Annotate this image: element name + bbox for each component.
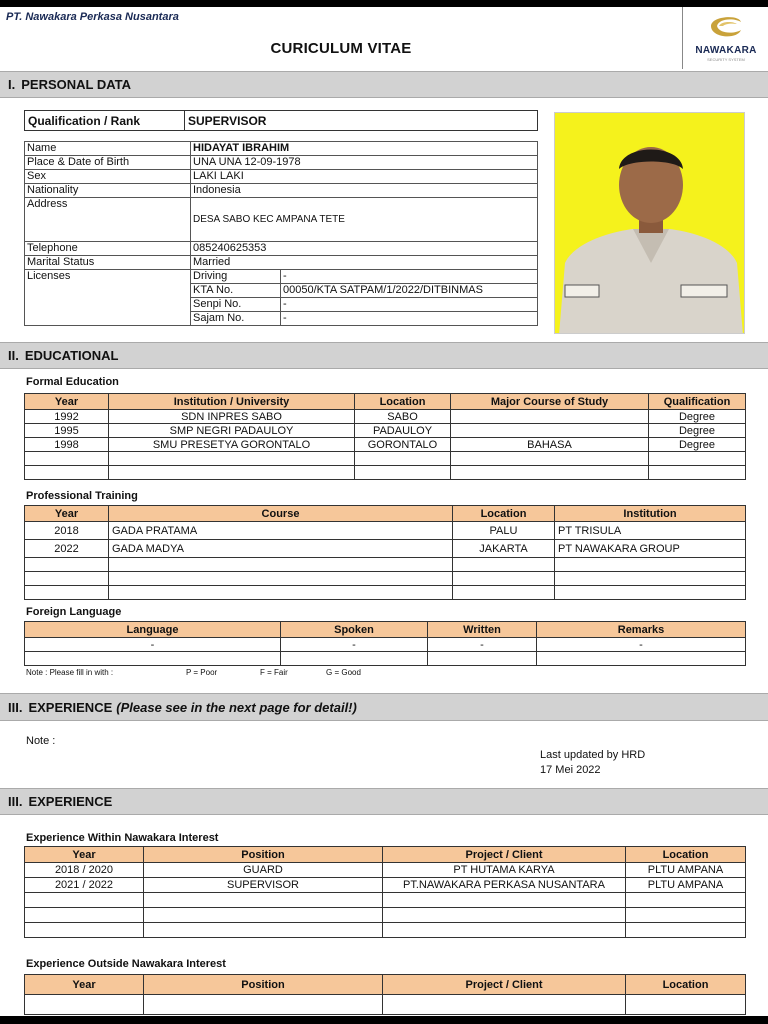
col-header: Project / Client — [383, 847, 626, 863]
table-row — [25, 572, 746, 586]
table-row: 2018 / 2020 GUARD PT HUTAMA KARYA PLTU AMPANA — [25, 863, 746, 878]
note-label: Note : — [26, 735, 56, 747]
col-header: Project / Client — [383, 975, 626, 995]
license-driving-label: Driving — [191, 270, 281, 284]
col-header: Location — [626, 975, 746, 995]
license-senpi-label: Senpi No. — [191, 298, 281, 312]
foreign-language-title: Foreign Language — [26, 606, 122, 618]
telephone-label: Telephone — [25, 242, 191, 256]
address-label: Address — [25, 198, 191, 242]
telephone-value: 085240625353 — [191, 242, 538, 256]
section-personal-data: I. PERSONAL DATA — [0, 71, 768, 98]
birth-label: Place & Date of Birth — [25, 156, 191, 170]
birth-value: UNA UNA 12-09-1978 — [191, 156, 538, 170]
table-row: - - - - — [25, 638, 746, 652]
col-header: Qualification — [649, 394, 746, 410]
license-kta-value: 00050/KTA SATPAM/1/2022/DITBINMAS — [281, 284, 538, 298]
formal-education-title: Formal Education — [26, 376, 119, 388]
license-sajam-label: Sajam No. — [191, 312, 281, 326]
table-row — [25, 452, 746, 466]
table-row — [25, 908, 746, 923]
col-header: Remarks — [537, 622, 746, 638]
professional-training-table — [24, 505, 746, 600]
section-educational: II. EDUCATIONAL — [0, 342, 768, 369]
col-header: Year — [25, 847, 144, 863]
section-experience-note: III. EXPERIENCE (Please see in the next page for detail!) — [0, 693, 768, 721]
col-header: Course — [109, 506, 453, 522]
logo-text: NAWAKARA — [695, 45, 757, 56]
nationality-value: Indonesia — [191, 184, 538, 198]
license-kta-label: KTA No. — [191, 284, 281, 298]
experience-within-table — [24, 846, 746, 938]
name-value: HIDAYAT IBRAHIM — [191, 142, 538, 156]
company-logo — [682, 7, 768, 69]
col-header: Location — [355, 394, 451, 410]
foreign-language-table — [24, 621, 746, 666]
table-row — [25, 652, 746, 666]
address-value: DESA SABO KEC AMPANA TETE — [191, 198, 538, 242]
table-row — [25, 466, 746, 480]
table-row: 2018 GADA PRATAMA PALU PT TRISULA — [25, 522, 746, 540]
section-experience: III. EXPERIENCE — [0, 788, 768, 815]
sex-label: Sex — [25, 170, 191, 184]
marital-value: Married — [191, 256, 538, 270]
professional-training-title: Professional Training — [26, 490, 138, 502]
table-row — [25, 558, 746, 572]
formal-education-table — [24, 393, 746, 480]
table-row — [25, 893, 746, 908]
personal-data-table — [24, 141, 538, 326]
name-label: Name — [25, 142, 191, 156]
col-header: Position — [144, 847, 383, 863]
cv-page: PT. Nawakara Perkasa Nusantara CURICULUM VITAE NAWAKARA SECURITY SYSTEM I. PERSONAL DATA Qualification / Rank SUPERVISOR Name HIDAYAT IBRAHIM Place & Date of Birth UNA UNA 12-09-1978 Sex LAKI LAKI Nationality Indonesia Address DESA SABO KEC AMPANA TETE Telephone 085240625353 Marital Status Married Licenses Driving - KTA No. 00050/KTA SATPAM/1/2022/DITBINMAS Senpi No. - Sajam No. - II. EDUCATIONAL Formal Education Year Institution / University Location Major Course of Study Qualification 1992 SDN INPRES SABO SABO Degree 1995 SMP NEGRI PADAULOY PADAULOY Degree 1998 SMU PRESETYA GORONTALO GORONTALO BAHASA Degree Professional Training Year Course Location Institution 2018 GADA PRATAMA PALU PT TRISULA 2022 GADA MADYA JAKARTA PT NAWAKARA GROUP Foreign Language Language Spoken Written Remarks - - - - Note : Please fill in with : P = Poor F = Fair G = Good III. EXPERIENCE (Please see in the next page for detail!) Note : Last updated by HRD 17 Mei 2022 III. EXPERIENCE Experience Within Nawakara Interest Year Position Project / Client Location 2018 / 2020 GUARD PT HUTAMA KARYA PLTU AMPANA 2021 / 2022 SUPERVISOR PT.NAWAKARA PERKASA NUSANTARA PLTU AMPANA Experience Outside Nawakara Interest Year Position Project / Client Location — [0, 7, 768, 1016]
qualification-value: SUPERVISOR — [185, 111, 538, 131]
profile-photo — [554, 112, 745, 334]
col-header: Language — [25, 622, 281, 638]
table-row: 1995 SMP NEGRI PADAULOY PADAULOY Degree — [25, 424, 746, 438]
logo-subtext: SECURITY SYSTEM — [707, 57, 745, 62]
table-row: 2021 / 2022 SUPERVISOR PT.NAWAKARA PERKASA NUSANTARA PLTU AMPANA — [25, 878, 746, 893]
license-senpi-value: - — [281, 298, 538, 312]
person-photo-icon — [555, 113, 745, 334]
license-driving-value: - — [281, 270, 538, 284]
table-row: 2022 GADA MADYA JAKARTA PT NAWAKARA GROUP — [25, 540, 746, 558]
document-title: CURICULUM VITAE — [270, 40, 412, 57]
experience-outside-table — [24, 974, 746, 1015]
nationality-label: Nationality — [25, 184, 191, 198]
table-row — [25, 923, 746, 938]
col-header: Written — [428, 622, 537, 638]
qualification-table — [24, 110, 538, 131]
col-header: Location — [453, 506, 555, 522]
table-row — [25, 995, 746, 1015]
col-header: Institution — [555, 506, 746, 522]
sex-value: LAKI LAKI — [191, 170, 538, 184]
nawakara-logo-icon — [705, 12, 745, 42]
col-header: Year — [25, 506, 109, 522]
col-header: Year — [25, 394, 109, 410]
table-row — [25, 586, 746, 600]
col-header: Spoken — [281, 622, 428, 638]
col-header: Major Course of Study — [451, 394, 649, 410]
experience-within-title: Experience Within Nawakara Interest — [26, 832, 219, 844]
col-header: Institution / University — [109, 394, 355, 410]
col-header: Position — [144, 975, 383, 995]
table-row: 1998 SMU PRESETYA GORONTALO GORONTALO BAHASA Degree — [25, 438, 746, 452]
experience-outside-title: Experience Outside Nawakara Interest — [26, 958, 226, 970]
marital-label: Marital Status — [25, 256, 191, 270]
licenses-label: Licenses — [25, 270, 191, 326]
col-header: Location — [626, 847, 746, 863]
license-sajam-value: - — [281, 312, 538, 326]
col-header: Year — [25, 975, 144, 995]
table-row: 1992 SDN INPRES SABO SABO Degree — [25, 410, 746, 424]
last-updated: Last updated by HRD 17 Mei 2022 — [540, 749, 646, 776]
company-name: PT. Nawakara Perkasa Nusantara — [6, 11, 179, 23]
document-header — [0, 7, 768, 69]
qualification-label: Qualification / Rank — [25, 111, 185, 131]
